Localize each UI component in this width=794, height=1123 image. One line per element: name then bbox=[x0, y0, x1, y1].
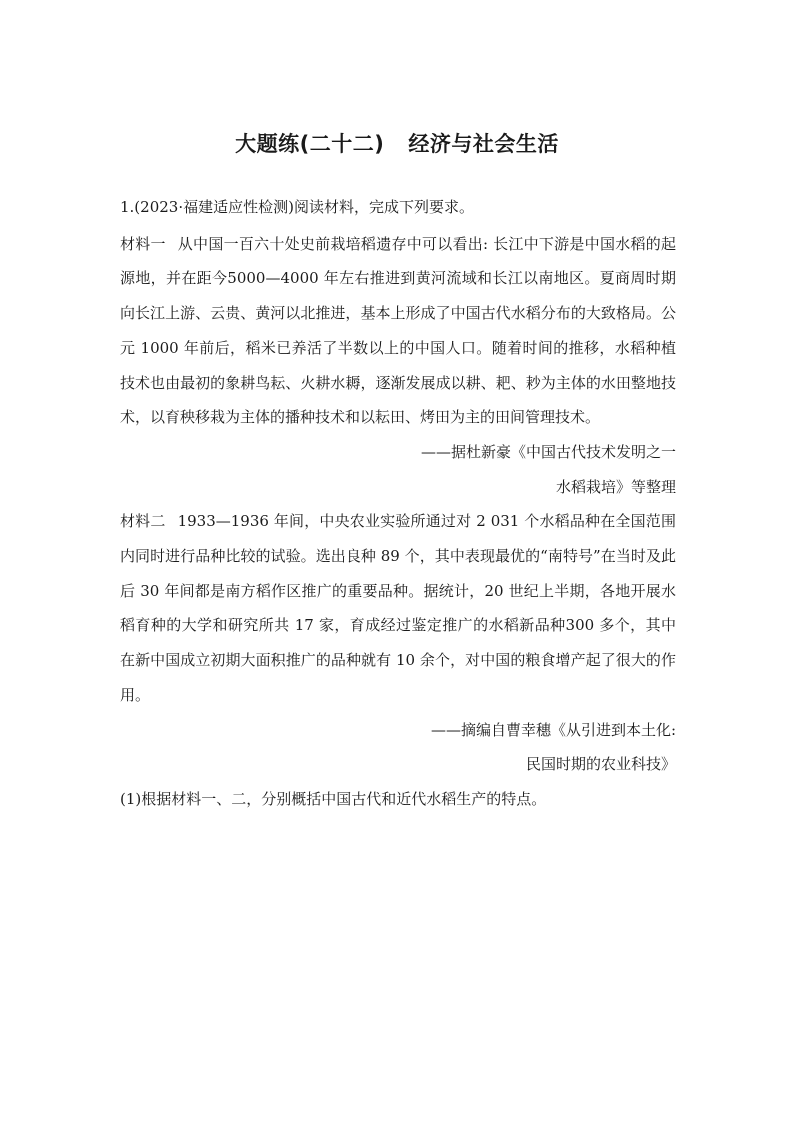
material-two bbox=[120, 504, 676, 712]
material-two-text: 1933—1936 年间，中央农业实验所通过对 2 031 个水稻品种在全国范围内同时进行品种比较的试验。选出良种 89 个，其中表现最优的“南特号”在当时及此后 30 年间都是南方稻作区推广的重要品种。据统计，20 世纪上半期，各地开展水稻育种的大学和研究所共 17 家，育成经过鉴定推广的水稻新品种300 多个，其中在新中国成立初期大面积推广的品种就有 10 余个，对中国的粮食增产起了很大的作用。 bbox=[120, 512, 676, 704]
question-stem: 1.(2023·福建适应性检测)阅读材料，完成下列要求。 bbox=[120, 198, 474, 216]
page-title bbox=[0, 128, 794, 158]
question-block bbox=[120, 190, 676, 817]
material-one-source-line2: 水稻栽培》等整理 bbox=[555, 477, 676, 496]
material-two-source-line2: 民国时期的农业科技》 bbox=[525, 755, 676, 774]
material-one bbox=[120, 227, 676, 435]
title-main: 大题练(二十二) bbox=[235, 132, 385, 156]
material-one-label: 材料一 bbox=[120, 234, 166, 253]
material-two-label: 材料二 bbox=[120, 512, 166, 531]
title-topic: 经济与社会生活 bbox=[408, 132, 559, 156]
material-one-source-line1: ——据杜新豪《中国古代技术发明之一 bbox=[420, 442, 676, 461]
material-two-source-line1: ——摘编自曹幸穗《从引进到本土化: bbox=[430, 720, 676, 739]
sub-question-1: (1)根据材料一、二，分别概括中国古代和近代水稻生产的特点。 bbox=[120, 789, 547, 808]
material-one-text: 从中国一百六十处史前栽培稻遗存中可以看出: 长江中下游是中国水稻的起源地，并在距今5000—4000 年左右推进到黄河流域和长江以南地区。夏商周时期向长江上游、云贵、黄河以北推进，基本上形成了中国古代水稻分布的大致格局。公元 1000 年前后，稻米已养活了半数以上的中国人口。随着时间的推移，水稻种植技术也由最初的象耕鸟耘、火耕水耨，逐渐发展成以耕、耙、耖为主体的水田整地技术，以育秧移栽为主体的播种技术和以耘田、烤田为主的田间管理技术。 bbox=[120, 234, 676, 427]
